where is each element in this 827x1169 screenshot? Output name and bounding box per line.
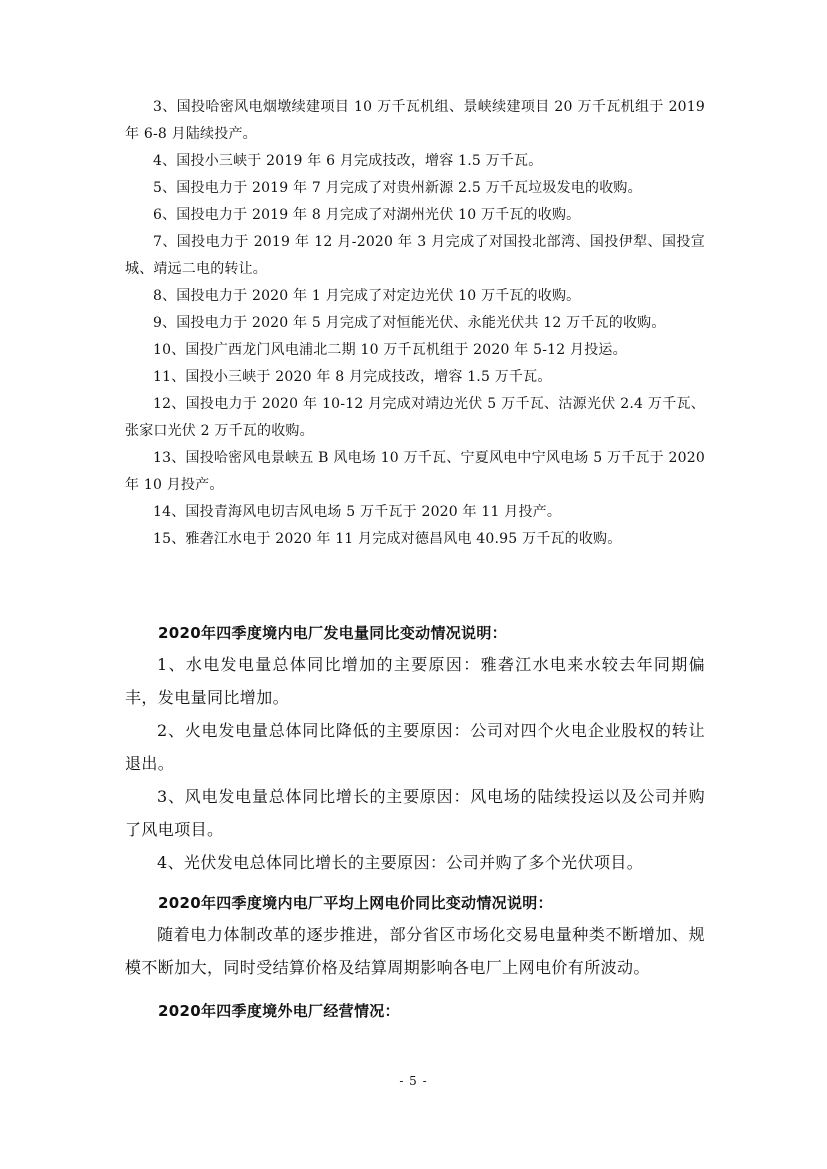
list-item: 4、光伏发电总体同比增长的主要原因：公司并购了多个光伏项目。 (157, 853, 644, 872)
list-item: 3、风电发电量总体同比增长的主要原因：风电场的陆续投运以及公司并购了风电项目。 (125, 787, 705, 839)
price-change-heading: 2020年四季度境内电厂平均上网电价同比变动情况说明： (158, 894, 553, 912)
price-change-text: 随着电力体制改革的逐步推进，部分省区市场化交易电量种类不断增加、规模不断加大，同时受结算价格及结算周期影响各电厂上网电价有所波动。 (125, 925, 705, 977)
list-item: 9、国投电力于 2020 年 5 月完成了对恒能光伏、永能光伏共 12 万千瓦的收购。 (153, 315, 666, 331)
generation-change-heading: 2020年四季度境内电厂发电量同比变动情况说明： (158, 624, 507, 642)
list-item: 8、国投电力于 2020 年 1 月完成了对定边光伏 10 万千瓦的收购。 (153, 288, 581, 304)
list-item: 5、国投电力于 2019 年 7 月完成了对贵州新源 2.5 万千瓦垃圾发电的收购。 (153, 180, 642, 196)
list-item: 4、国投小三峡于 2019 年 6 月完成技改，增容 1.5 万千瓦。 (153, 153, 543, 169)
list-item: 3、国投哈密风电烟墩续建项目 10 万千瓦机组、景峡续建项目 20 万千瓦机组于 2019 年 6-8 月陆续投产。 (125, 99, 705, 142)
list-item: 13、国投哈密风电景峡五 B 风电场 10 万千瓦、宁夏风电中宁风电场 5 万千瓦于 2020 年 10 月投产。 (125, 450, 705, 493)
list-item: 14、国投青海风电切吉风电场 5 万千瓦于 2020 年 11 月投产。 (153, 504, 562, 520)
page-number: - 5 - (399, 1074, 428, 1088)
generation-change-list (125, 648, 705, 879)
list-item: 1、水电发电量总体同比增加的主要原因：雅砻江水电来水较去年同期偏丰，发电量同比增加。 (125, 655, 705, 707)
list-item: 2、火电发电量总体同比降低的主要原因：公司对四个火电企业股权的转让退出。 (125, 721, 705, 773)
list-item: 11、国投小三峡于 2020 年 8 月完成技改，增容 1.5 万千瓦。 (153, 369, 552, 385)
price-change-section (125, 918, 705, 984)
overseas-heading: 2020年四季度境外电厂经营情况： (158, 1002, 400, 1020)
list-item: 10、国投广西龙门风电浦北二期 10 万千瓦机组于 2020 年 5-12 月投运。 (153, 342, 627, 358)
list-item: 12、国投电力于 2020 年 10-12 月完成对靖边光伏 5 万千瓦、沽源光伏 2.4 万千瓦、张家口光伏 2 万千瓦的收购。 (125, 396, 705, 439)
list-item: 6、国投电力于 2019 年 8 月完成了对湖州光伏 10 万千瓦的收购。 (153, 207, 581, 223)
list-item: 7、国投电力于 2019 年 12 月-2020 年 3 月完成了对国投北部湾、国投伊犁、国投宣城、靖远二电的转让。 (125, 234, 705, 277)
section-item-list (125, 94, 705, 553)
list-item: 15、雅砻江水电于 2020 年 11 月完成对德昌风电 40.95 万千瓦的收购。 (153, 531, 622, 547)
